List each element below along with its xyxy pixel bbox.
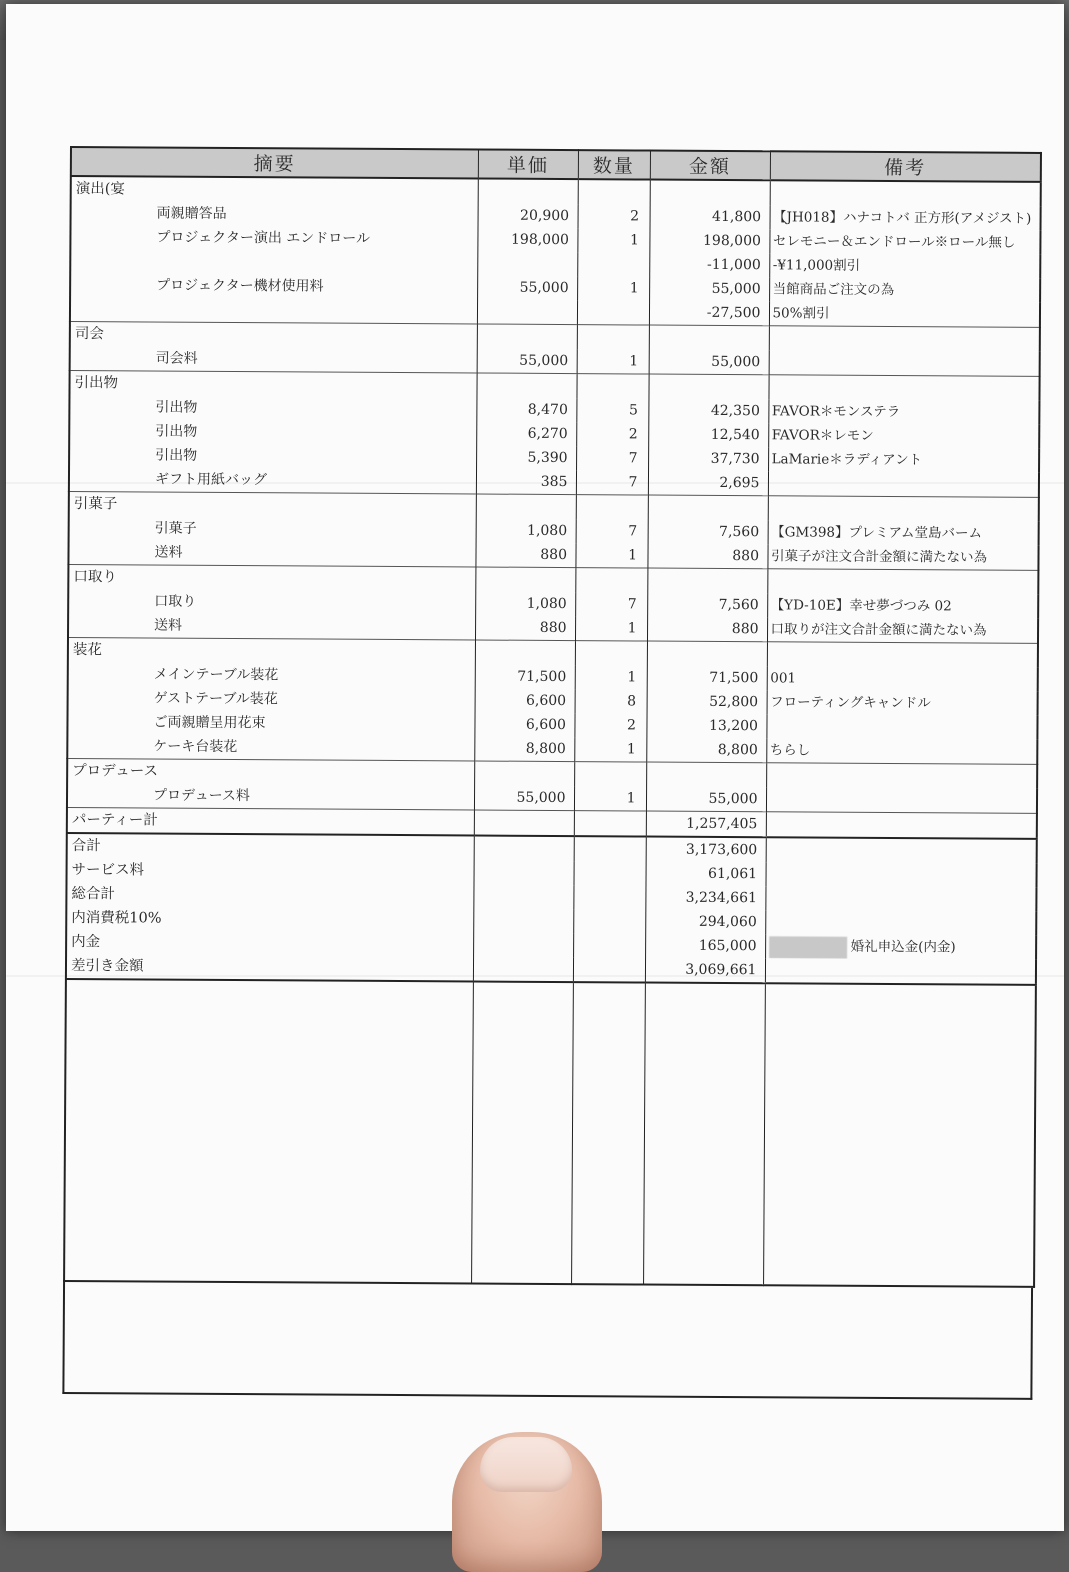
summary-note-text: 婚礼申込金(内金) xyxy=(850,938,956,956)
item-remarks: LaMarie＊ラディアント xyxy=(768,447,1039,473)
summary-label: サービス料 xyxy=(67,858,474,884)
summary-remarks xyxy=(765,934,1036,960)
item-remarks: -¥11,000割引 xyxy=(769,253,1040,279)
item-name: ご両親贈呈用花束 xyxy=(67,710,474,736)
item-unit-price: 55,000 xyxy=(474,785,574,810)
empty-cell xyxy=(650,180,770,206)
item-amount: 55,000 xyxy=(649,277,769,302)
item-name: プロデュース料 xyxy=(67,783,474,810)
item-unit-price: 71,500 xyxy=(475,664,575,689)
item-unit-price: 1,080 xyxy=(476,518,576,543)
item-name: 口取り xyxy=(68,589,475,615)
item-quantity: 1 xyxy=(574,737,646,762)
section-title: 引出物 xyxy=(69,371,476,398)
empty-cell xyxy=(763,983,1036,1287)
item-amount: 880 xyxy=(647,617,767,642)
section-title: 装花 xyxy=(68,637,475,664)
empty-cell xyxy=(646,762,766,787)
item-remarks: 【YD-10E】幸せ夢づつみ 02 xyxy=(767,593,1038,619)
empty-cell xyxy=(471,981,573,1284)
item-name: 引出物 xyxy=(69,443,476,469)
item-quantity: 2 xyxy=(576,422,648,446)
item-unit-price: 880 xyxy=(475,542,575,567)
header-amount: 金額 xyxy=(650,151,770,181)
item-unit-price: 6,270 xyxy=(476,421,576,446)
summary-remarks xyxy=(766,837,1037,864)
item-quantity: 1 xyxy=(577,349,649,374)
item-unit-price: 8,470 xyxy=(476,397,576,422)
summary-remarks xyxy=(765,886,1036,912)
empty-cell xyxy=(769,326,1040,352)
empty-cell xyxy=(474,761,574,786)
summary-amount: 165,000 xyxy=(645,934,765,959)
header-description: 摘要 xyxy=(71,147,478,178)
item-remarks: フローティングキャンドル xyxy=(767,690,1038,716)
empty-cell xyxy=(768,496,1039,522)
item-quantity xyxy=(577,252,649,276)
item-unit-price xyxy=(477,251,577,276)
summary-amount: 61,061 xyxy=(645,862,765,887)
item-amount: 13,200 xyxy=(646,714,766,739)
item-remarks: FAVOR＊レモン xyxy=(768,423,1039,449)
empty-cell xyxy=(647,568,767,593)
empty-cell xyxy=(575,641,647,666)
item-remarks: 引菓子が注文合計金額に満たない為 xyxy=(767,544,1038,570)
empty-cell xyxy=(473,860,573,885)
summary-label: 差引き金額 xyxy=(66,954,473,981)
item-amount: 42,350 xyxy=(648,399,768,424)
empty-cell xyxy=(574,836,646,861)
item-name: 両親贈答品 xyxy=(71,201,478,227)
section-title: 口取り xyxy=(68,564,475,591)
empty-cell xyxy=(475,640,575,665)
item-unit-price: 385 xyxy=(476,469,576,494)
summary-label: 合計 xyxy=(67,833,474,860)
item-amount: 37,730 xyxy=(648,447,768,472)
item-remarks: 50%割引 xyxy=(769,301,1040,327)
empty-cell xyxy=(474,835,574,861)
item-remarks: 【JH018】ハナコトバ 正方形(アメジスト) xyxy=(770,205,1041,231)
item-unit-price: 55,000 xyxy=(477,348,577,373)
item-amount: 8,800 xyxy=(646,738,766,763)
redacted-block xyxy=(769,936,847,958)
empty-cell xyxy=(478,178,578,204)
item-name: 引出物 xyxy=(69,419,476,445)
item-unit-price: 6,600 xyxy=(474,712,574,737)
empty-cell xyxy=(573,885,645,909)
invoice-body xyxy=(64,176,1041,1287)
section-title: 引菓子 xyxy=(69,491,476,518)
empty-cell xyxy=(64,979,473,1283)
empty-cell xyxy=(767,569,1038,595)
item-unit-price: 5,390 xyxy=(476,445,576,470)
item-amount: 55,000 xyxy=(649,350,769,375)
summary-label: 内消費税10% xyxy=(66,906,473,932)
item-name: 送料 xyxy=(68,540,475,567)
summary-amount: 3,234,661 xyxy=(645,886,765,911)
empty-cell xyxy=(574,762,646,787)
item-remarks: 口取りが注文合計金額に満たない為 xyxy=(767,617,1038,643)
item-amount: 52,800 xyxy=(647,690,767,715)
item-name: ギフト用紙バッグ xyxy=(69,467,476,494)
blank-area-row xyxy=(64,979,1036,1287)
empty-cell xyxy=(473,956,573,982)
empty-cell xyxy=(571,982,645,1284)
item-quantity: 7 xyxy=(576,446,648,470)
item-quantity: 8 xyxy=(575,689,647,713)
item-amount: 198,000 xyxy=(649,229,769,254)
item-remarks: FAVOR＊モンステラ xyxy=(768,399,1039,425)
item-quantity: 1 xyxy=(574,786,646,811)
empty-cell xyxy=(767,642,1038,668)
header-quantity: 数量 xyxy=(578,150,650,179)
empty-cell xyxy=(473,884,573,909)
item-quantity: 2 xyxy=(574,713,646,737)
empty-cell xyxy=(473,932,573,957)
item-unit-price: 8,800 xyxy=(474,736,574,761)
item-amount: 71,500 xyxy=(647,666,767,691)
item-remarks: 001 xyxy=(767,666,1038,692)
empty-cell xyxy=(573,933,645,957)
item-name xyxy=(70,297,477,324)
item-amount: -27,500 xyxy=(649,301,769,326)
item-name: プロジェクター演出 エンドロール xyxy=(70,225,477,251)
item-quantity: 7 xyxy=(576,519,648,543)
item-name: ケーキ台装花 xyxy=(67,734,474,761)
item-name: 司会料 xyxy=(70,346,477,373)
item-remarks xyxy=(766,714,1037,740)
empty-cell xyxy=(577,325,649,350)
item-amount: 7,560 xyxy=(648,520,768,545)
summary-remarks xyxy=(765,862,1036,888)
item-name: メインテーブル装花 xyxy=(68,662,475,688)
party-subtotal-label: パーティー計 xyxy=(67,807,474,835)
empty-cell xyxy=(476,373,576,398)
item-quantity: 1 xyxy=(575,616,647,641)
empty-cell xyxy=(766,763,1037,789)
item-quantity xyxy=(577,300,649,325)
item-remarks xyxy=(766,787,1037,813)
footer-box xyxy=(62,1282,1033,1400)
empty-cell xyxy=(573,861,645,885)
invoice-table xyxy=(63,146,1042,1288)
empty-cell xyxy=(647,641,767,666)
item-unit-price: 1,080 xyxy=(475,591,575,616)
empty-cell xyxy=(573,909,645,933)
item-remarks: 当館商品ご注文の為 xyxy=(769,277,1040,303)
item-amount: 12,540 xyxy=(648,423,768,448)
item-amount: 55,000 xyxy=(646,787,766,812)
item-name: 引出物 xyxy=(69,395,476,421)
item-quantity: 1 xyxy=(575,665,647,689)
item-amount: -11,000 xyxy=(649,253,769,278)
item-name: 引菓子 xyxy=(69,516,476,542)
item-remarks xyxy=(768,471,1039,497)
section-title: 演出(宴 xyxy=(71,176,478,203)
empty-cell xyxy=(474,810,574,836)
section-title: プロデュース xyxy=(67,758,474,785)
item-remarks: 【GM398】プレミアム堂島バーム xyxy=(768,520,1039,546)
summary-label: 内金 xyxy=(66,930,473,956)
empty-cell xyxy=(473,908,573,933)
empty-cell xyxy=(574,811,646,837)
item-quantity: 1 xyxy=(575,543,647,568)
header-unit-price: 単価 xyxy=(478,149,578,179)
section-title: 司会 xyxy=(70,322,477,349)
party-subtotal-amount: 1,257,405 xyxy=(646,811,766,837)
item-name: ゲストテーブル装花 xyxy=(68,686,475,712)
item-unit-price xyxy=(477,299,577,324)
item-unit-price: 20,900 xyxy=(478,203,578,228)
empty-cell xyxy=(477,324,577,349)
empty-cell xyxy=(643,983,765,1286)
empty-cell xyxy=(766,812,1037,839)
empty-cell xyxy=(768,375,1039,401)
item-remarks xyxy=(769,350,1040,376)
thumbnail-nail xyxy=(480,1437,572,1492)
empty-cell xyxy=(576,495,648,520)
item-amount: 880 xyxy=(647,544,767,569)
empty-cell xyxy=(649,325,769,350)
item-quantity: 1 xyxy=(577,228,649,252)
item-unit-price: 880 xyxy=(475,615,575,640)
empty-cell xyxy=(475,567,575,592)
item-amount: 41,800 xyxy=(650,205,770,230)
item-remarks: セレモニー＆エンドロール※ロール無し xyxy=(769,229,1040,255)
item-unit-price: 198,000 xyxy=(477,227,577,252)
empty-cell xyxy=(576,374,648,399)
empty-cell xyxy=(648,374,768,399)
summary-amount: 3,173,600 xyxy=(646,837,766,863)
invoice-sheet xyxy=(62,146,1040,1400)
summary-amount: 294,060 xyxy=(645,910,765,935)
summary-label: 総合計 xyxy=(66,882,473,908)
item-unit-price: 6,600 xyxy=(475,688,575,713)
summary-amount: 3,069,661 xyxy=(645,958,765,984)
item-name xyxy=(70,249,477,275)
item-amount: 2,695 xyxy=(648,471,768,496)
summary-remarks xyxy=(765,910,1036,936)
empty-cell xyxy=(648,495,768,520)
item-unit-price: 55,000 xyxy=(477,275,577,300)
empty-cell xyxy=(573,957,645,982)
item-quantity: 7 xyxy=(575,592,647,616)
empty-cell xyxy=(770,180,1041,207)
empty-cell xyxy=(578,179,650,204)
summary-remarks xyxy=(765,958,1036,985)
item-quantity: 5 xyxy=(576,398,648,422)
item-name: 送料 xyxy=(68,613,475,640)
item-quantity: 1 xyxy=(577,276,649,300)
empty-cell xyxy=(476,494,576,519)
header-remarks: 備考 xyxy=(770,151,1041,182)
item-remarks: ちらし xyxy=(766,738,1037,764)
item-amount: 7,560 xyxy=(647,593,767,618)
item-name: プロジェクター機材使用料 xyxy=(70,273,477,299)
item-quantity: 2 xyxy=(578,204,650,228)
item-quantity: 7 xyxy=(576,470,648,495)
empty-cell xyxy=(575,568,647,593)
